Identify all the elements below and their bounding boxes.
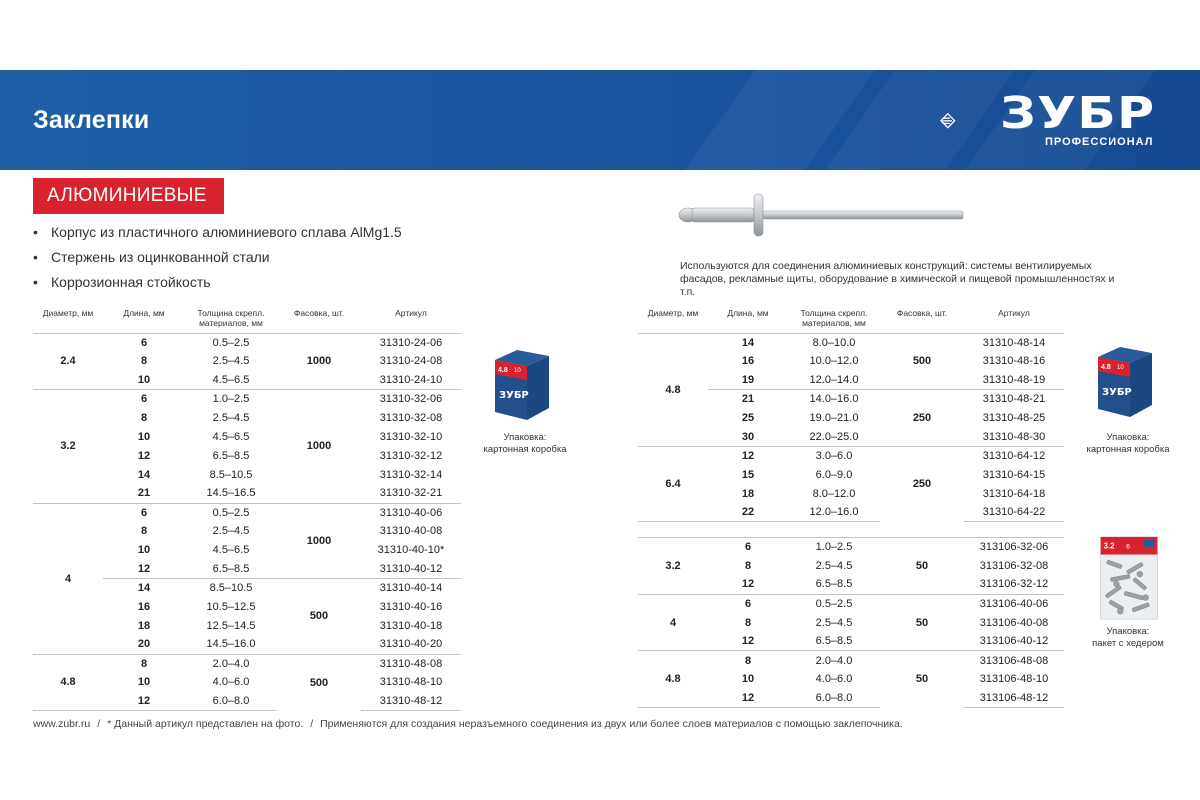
box-size-b: 10 (514, 368, 521, 374)
col-pack: Фасовка, шт. (880, 305, 964, 333)
cell-length: 12 (708, 689, 788, 708)
cell-article: 31310-40-18 (379, 619, 443, 632)
cell-length: 30 (741, 430, 755, 443)
bag-caption (1068, 626, 1188, 650)
feature-list (33, 223, 402, 298)
cell-length: 18 (741, 487, 755, 500)
cell-length: 15 (741, 468, 755, 481)
cell-length: 16 (137, 600, 151, 613)
cell-thickness: 2.5–4.5 (212, 412, 250, 424)
cardboard-box-image (1090, 343, 1160, 423)
cell-article: 31310-24-08 (379, 355, 443, 368)
cell-article: 31310-48-25 (982, 412, 1046, 424)
cell-length: 6 (708, 538, 788, 557)
cell-length: 10 (741, 673, 755, 686)
cell-length: 12 (137, 449, 151, 462)
cell-article: 313106-40-12 (979, 635, 1049, 648)
cell-length: 20 (137, 638, 151, 651)
cell-article: 313106-32-08 (979, 559, 1049, 572)
box-caption (465, 432, 585, 456)
col-thickness: Толщина скрепл. материалов, мм (185, 305, 277, 333)
cell-length: 10 (137, 544, 151, 557)
cell-thickness: 14.0–16.0 (788, 390, 880, 409)
cell-thickness: 0.5–2.5 (185, 503, 277, 522)
box-size-b: 10 (1117, 365, 1124, 371)
cell-length: 12 (741, 635, 755, 648)
cell-article: 31310-40-06 (361, 503, 461, 522)
cell-thickness: 1.0–2.5 (185, 390, 277, 409)
cell-article: 31310-40-08 (379, 525, 443, 538)
bag-caption-line-2: пакет с хедером (1092, 638, 1164, 649)
cell-article: 31310-24-06 (379, 336, 443, 349)
cell-article: 313106-40-08 (979, 616, 1049, 629)
bag-size-a: 3.2 (1103, 541, 1115, 551)
cell-length: 12 (708, 446, 788, 465)
cell-length: 14 (741, 336, 755, 349)
cell-article: 31310-48-14 (982, 336, 1046, 349)
cell-article: 313106-32-12 (979, 578, 1049, 591)
box-size-a: 4.8 (1101, 364, 1111, 371)
cell-length: 12 (741, 578, 755, 591)
cell-thickness: 2.5–4.5 (815, 616, 853, 629)
cell-length: 18 (137, 619, 151, 632)
cell-thickness: 14.5–16.0 (206, 638, 256, 651)
cell-pack: 500 (912, 355, 932, 368)
cell-length: 8 (140, 412, 148, 424)
table-row (33, 654, 461, 673)
cell-thickness: 8.5–10.5 (209, 468, 253, 481)
cell-length: 21 (137, 487, 151, 500)
cell-thickness: 4.5–6.5 (212, 430, 250, 443)
col-article: Артикул (361, 305, 461, 333)
page-title: Заклепки (33, 106, 150, 134)
cell-article: 31310-40-20 (379, 638, 443, 651)
cell-article: 31310-32-12 (379, 449, 443, 462)
cell-thickness: 6.0–8.0 (788, 689, 880, 708)
cell-diameter: 6.4 (638, 446, 708, 522)
cell-article: 31310-40-16 (379, 600, 443, 613)
cell-length: 14 (137, 468, 151, 481)
cell-pack: 500 (277, 654, 361, 711)
box-brand: ЗУБР (499, 390, 529, 401)
cell-thickness: 4.5–6.5 (212, 373, 250, 386)
cell-thickness: 2.0–4.0 (185, 654, 277, 673)
cell-pack: 1000 (277, 503, 361, 579)
cell-length: 12 (137, 562, 151, 575)
cell-thickness: 19.0–21.0 (809, 412, 859, 424)
cell-article: 31310-32-21 (379, 487, 443, 500)
cell-thickness: 8.0–10.0 (812, 336, 856, 349)
category-badge: АЛЮМИНИЕВЫЕ (33, 178, 224, 214)
header-bag-image (1096, 535, 1166, 623)
cell-length: 8 (140, 355, 148, 368)
cell-thickness: 1.0–2.5 (788, 538, 880, 557)
cell-length: 10 (137, 676, 151, 689)
zubr-logo-icon (940, 92, 1000, 152)
cell-thickness: 4.5–6.5 (212, 544, 250, 557)
cell-thickness: 4.0–6.0 (815, 673, 853, 686)
box-caption-line-1: Упаковка: (1106, 432, 1150, 443)
cell-pack: 250 (880, 390, 964, 447)
footer-site-link[interactable]: www.zubr.ru (33, 718, 91, 730)
box-caption-line-2: картонная коробка (1086, 444, 1170, 455)
cardboard-box-image (487, 346, 557, 426)
cell-thickness: 12.0–16.0 (788, 503, 880, 522)
cell-pack: 500 (277, 579, 361, 655)
cell-diameter: 4.8 (665, 383, 681, 396)
cell-thickness: 6.5–8.5 (212, 449, 250, 462)
cell-thickness: 14.5–16.5 (206, 487, 256, 500)
bag-caption-line-1: Упаковка: (1106, 626, 1150, 637)
cell-thickness: 2.5–4.5 (212, 525, 250, 538)
cell-thickness: 6.5–8.5 (212, 562, 250, 575)
cell-pack: 50 (880, 594, 964, 651)
brand-name: ЗУБР (1000, 88, 1156, 139)
cell-length: 19 (741, 373, 755, 386)
cell-thickness: 6.5–8.5 (815, 635, 853, 648)
cell-thickness: 22.0–25.0 (809, 430, 859, 443)
cell-article: 313106-40-06 (964, 594, 1064, 613)
cell-article: 31310-40-10* (377, 544, 445, 557)
cell-thickness: 8.0–12.0 (812, 487, 856, 500)
table-row (33, 503, 461, 522)
cell-length: 16 (741, 355, 755, 368)
feature-item: • Коррозионная стойкость (33, 273, 402, 298)
cell-article: 31310-48-21 (964, 390, 1064, 409)
cell-length: 10 (137, 373, 151, 386)
table-row (638, 594, 1064, 613)
cell-diameter: 4 (33, 503, 103, 654)
rivet-image (670, 190, 970, 240)
cell-length: 6 (103, 390, 185, 409)
footer-asterisk-note: * Данный артикул представлен на фото. (107, 718, 304, 730)
footer-usage-note: Применяются для создания неразъемного соединения из двух или более слоев материалов с помощью заклепочника. (320, 718, 903, 730)
table-row (638, 538, 1064, 557)
cell-article: 31310-64-15 (982, 468, 1046, 481)
cell-article: 31310-24-10 (379, 373, 443, 386)
box-brand: ЗУБР (1102, 387, 1132, 398)
table-row (33, 333, 461, 352)
cell-article: 313106-48-08 (964, 651, 1064, 670)
rivet-table-right-bag (638, 537, 1064, 708)
brand-subtitle: ПРОФЕССИОНАЛ (1045, 136, 1154, 148)
cell-thickness: 10.5–12.5 (206, 600, 256, 613)
cell-length: 6 (140, 336, 148, 349)
cell-article: 31310-40-14 (361, 579, 461, 598)
cell-length: 8 (103, 654, 185, 673)
cell-pack: 1000 (277, 390, 361, 503)
cell-diameter: 3.2 (33, 390, 103, 503)
cell-thickness: 6.0–9.0 (815, 468, 853, 481)
cell-diameter: 4 (638, 594, 708, 651)
cell-article: 31310-64-22 (964, 503, 1064, 522)
col-length: Длина, мм (103, 305, 185, 333)
cell-article: 31310-48-30 (982, 430, 1046, 443)
rivet-table-right-box (638, 305, 1064, 522)
cell-diameter: 3.2 (638, 538, 708, 595)
cell-pack: 50 (880, 538, 964, 595)
col-diameter: Диаметр, мм (638, 305, 708, 333)
box-size-a: 4.8 (498, 367, 508, 374)
feature-item: • Корпус из пластичного алюминиевого сплава AlMg1.5 (33, 223, 402, 248)
cell-article: 31310-32-06 (361, 390, 461, 409)
cell-length: 8 (744, 559, 752, 572)
cell-article: 31310-64-18 (982, 487, 1046, 500)
cell-length: 25 (741, 412, 755, 424)
cell-diameter: 4.8 (33, 654, 103, 711)
table-row (638, 333, 1064, 352)
table-row (638, 446, 1064, 465)
cell-length: 12 (103, 692, 185, 711)
product-description: Используются для соединения алюминиевых конструкций: системы вентилируемых фасадов, рекламные щиты, оборудование в химической и пищевой промышленностях и т.п. (680, 260, 1115, 298)
cell-pack: 250 (880, 446, 964, 522)
col-article: Артикул (964, 305, 1064, 333)
cell-article: 31310-48-19 (982, 373, 1046, 386)
col-pack: Фасовка, шт. (277, 305, 361, 333)
cell-length: 22 (708, 503, 788, 522)
col-diameter: Диаметр, мм (33, 305, 103, 333)
cell-length: 6 (103, 503, 185, 522)
cell-thickness: 0.5–2.5 (212, 336, 250, 349)
cell-thickness: 2.0–4.0 (788, 651, 880, 670)
cell-length: 10 (137, 430, 151, 443)
table-row (638, 651, 1064, 670)
rivet-table-left (33, 305, 461, 711)
footer-note: www.zubr.ru / * Данный артикул представлен на фото. / Применяются для создания неразъемного соединения из двух или более слоев материалов с помощью заклепочника. (33, 718, 903, 730)
cell-article: 31310-32-10 (379, 430, 443, 443)
cell-length: 6 (708, 594, 788, 613)
col-thickness: Толщина скрепл. материалов, мм (788, 305, 880, 333)
cell-thickness: 10.0–12.0 (809, 355, 859, 368)
table-row (33, 390, 461, 409)
cell-article: 31310-48-16 (982, 355, 1046, 368)
cell-diameter: 2.4 (60, 355, 76, 368)
feature-item: • Стержень из оцинкованной стали (33, 248, 402, 273)
cell-thickness: 0.5–2.5 (788, 594, 880, 613)
cell-article: 31310-32-08 (379, 412, 443, 424)
cell-thickness: 4.0–6.0 (212, 676, 250, 689)
cell-article: 31310-48-10 (379, 676, 443, 689)
cell-thickness: 6.5–8.5 (815, 578, 853, 591)
cell-length: 14 (103, 579, 185, 598)
cell-thickness: 2.5–4.5 (815, 559, 853, 572)
cell-length: 8 (744, 616, 752, 629)
cell-article: 31310-48-12 (361, 692, 461, 711)
box-caption-line-1: Упаковка: (503, 432, 547, 443)
cell-length: 21 (708, 390, 788, 409)
box-caption-line-2: картонная коробка (483, 444, 567, 455)
cell-thickness: 6.0–8.0 (185, 692, 277, 711)
cell-pack: 1000 (306, 355, 332, 368)
cell-thickness: 3.0–6.0 (788, 446, 880, 465)
cell-diameter: 4.8 (638, 651, 708, 708)
col-length: Длина, мм (708, 305, 788, 333)
cell-length: 8 (708, 651, 788, 670)
cell-article: 31310-32-14 (379, 468, 443, 481)
cell-article: 313106-48-12 (964, 689, 1064, 708)
cell-pack: 50 (880, 651, 964, 708)
cell-thickness: 12.5–14.5 (206, 619, 256, 632)
cell-thickness: 8.5–10.5 (185, 579, 277, 598)
cell-article: 313106-48-10 (979, 673, 1049, 686)
cell-article: 31310-40-12 (379, 562, 443, 575)
box-caption (1068, 432, 1188, 456)
cell-article: 313106-32-06 (964, 538, 1064, 557)
cell-thickness: 2.5–4.5 (212, 355, 250, 368)
cell-length: 8 (140, 525, 148, 538)
cell-article: 31310-48-08 (361, 654, 461, 673)
cell-article: 31310-64-12 (964, 446, 1064, 465)
bag-size-b: 6 (1126, 543, 1130, 551)
cell-thickness: 12.0–14.0 (809, 373, 859, 386)
